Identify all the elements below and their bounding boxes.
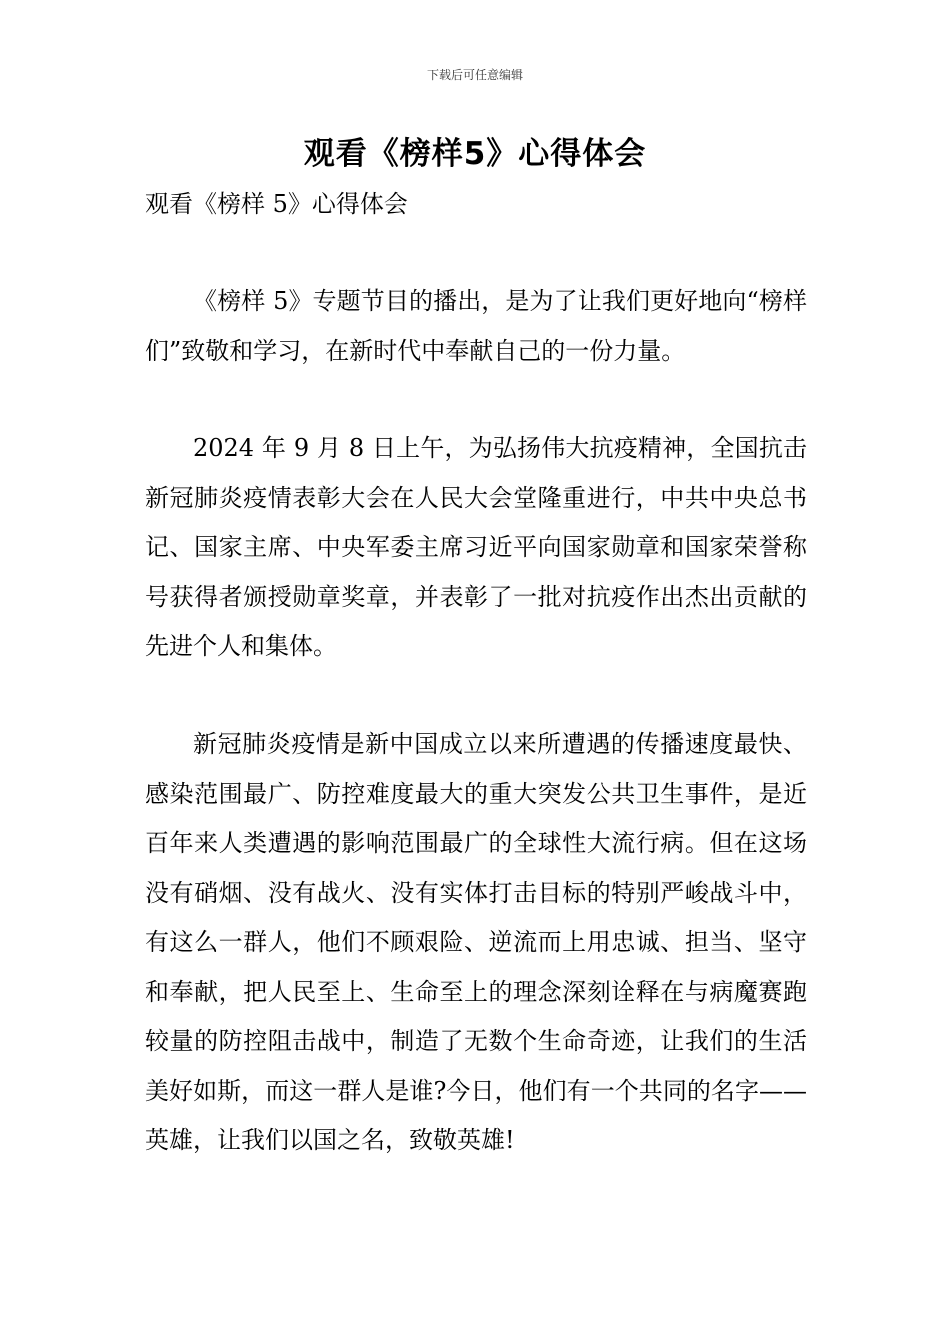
paragraph-1: 《榜样 5》专题节目的播出，是为了让我们更好地向“榜样们”致敬和学习，在新时代中奉献自己的一份力量。 bbox=[145, 287, 807, 365]
document-title: 观看《榜样5》心得体会 bbox=[303, 136, 647, 172]
paragraph-2: 2024 年 9 月 8 日上午，为弘扬伟大抗疫精神，全国抗击新冠肺炎疫情表彰大会在人民大会堂隆重进行，中共中央总书记、国家主席、中央军委主席习近平向国家勋章和国家荣誉称号获得者颁授勋章奖章，并表彰了一批对抗疫作出杰出贡献的先进个人和集体。 bbox=[145, 434, 807, 660]
header-note: 下载后可任意编辑 bbox=[426, 68, 523, 82]
paragraph-3: 新冠肺炎疫情是新中国成立以来所遭遇的传播速度最快、感染范围最广、防控难度最大的重大突发公共卫生事件，是近百年来人类遭遇的影响范围最广的全球性大流行病。但在这场没有硝烟、没有战火、没有实体打击目标的特别严峻战斗中，有这么一群人，他们不顾艰险、逆流而上用忠诚、担当、坚守和奉献，把人民至上、生命至上的理念深刻诠释在与病魔赛跑较量的防控阻击战中，制造了无数个生命奇迹，让我们的生活美好如斯，而这一群人是谁?今日，他们有一个共同的名字——英雄，让我们以国之名，致敬英雄! bbox=[145, 730, 807, 1154]
document-subtitle: 观看《榜样 5》心得体会 bbox=[145, 190, 408, 218]
